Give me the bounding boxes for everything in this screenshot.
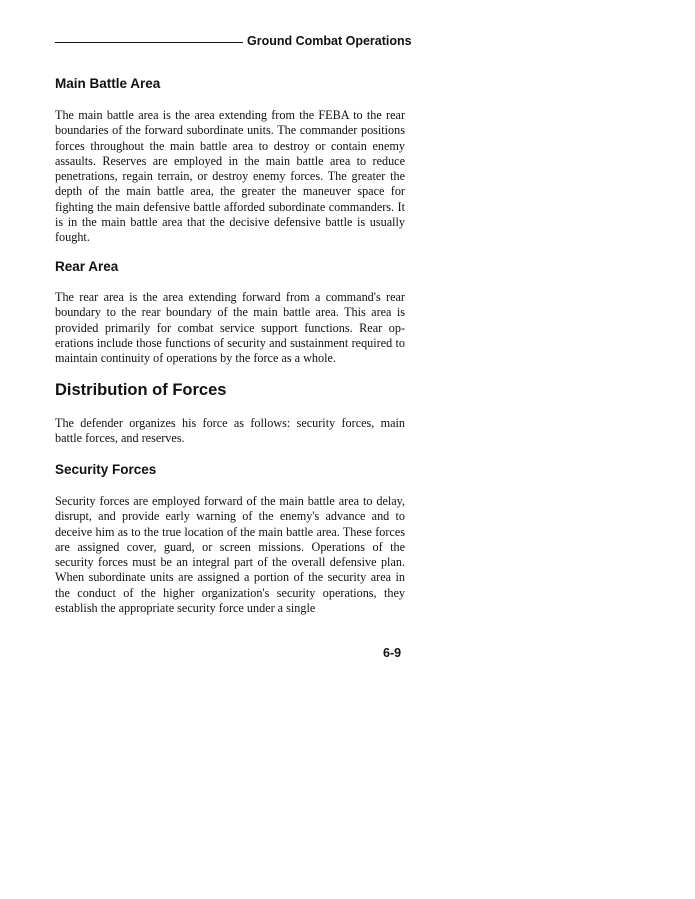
header-rule — [55, 42, 243, 43]
running-head-title: Ground Combat Operations — [247, 34, 412, 48]
paragraph-main-battle-area: The main battle area is the area extending from the FEBA to the rear boundaries of the forward subordinate units. The commander positions forces throughout the main battle area to destroy or contain enemy assaults. Reserves are employed in the main battle area to reduce penetrations, regain terrain, or destroy enemy forces. The greater the depth of the main battle area, the greater the maneuver space for fighting the main defensive battle afforded subordinate commanders. It is in the main battle area that the decisive defensive battle is usually fought. — [55, 108, 405, 245]
heading-rear-area: Rear Area — [55, 259, 119, 274]
page-number: 6-9 — [383, 646, 402, 660]
heading-security-forces: Security Forces — [55, 462, 157, 477]
paragraph-rear-area: The rear area is the area extending forward from a command's rear boundary to the rear boundary of the main battle area. This area is provided primarily for combat service support functions. Rear operations include those functions of security and sustainment required to maintain continuity of operations by the force as a whole. — [55, 290, 405, 366]
heading-distribution-of-forces: Distribution of Forces — [55, 381, 227, 399]
paragraph-security-forces: Security forces are employed forward of the main battle area to delay, disrupt, and provide early warning of the enemy's advance and to deceive him as to the true location of the main battle area. These forces are assigned cover, guard, or screen missions. Operations of the security forces must be an integral part of the overall defensive plan. When subordinate units are assigned a portion of the security area in the conduct of the higher organization's security operations, they establish the appropriate security force under a single — [55, 494, 405, 616]
heading-main-battle-area: Main Battle Area — [55, 76, 161, 91]
paragraph-distribution-of-forces: The defender organizes his force as follows: security forces, main battle forces, and reserves. — [55, 416, 405, 446]
